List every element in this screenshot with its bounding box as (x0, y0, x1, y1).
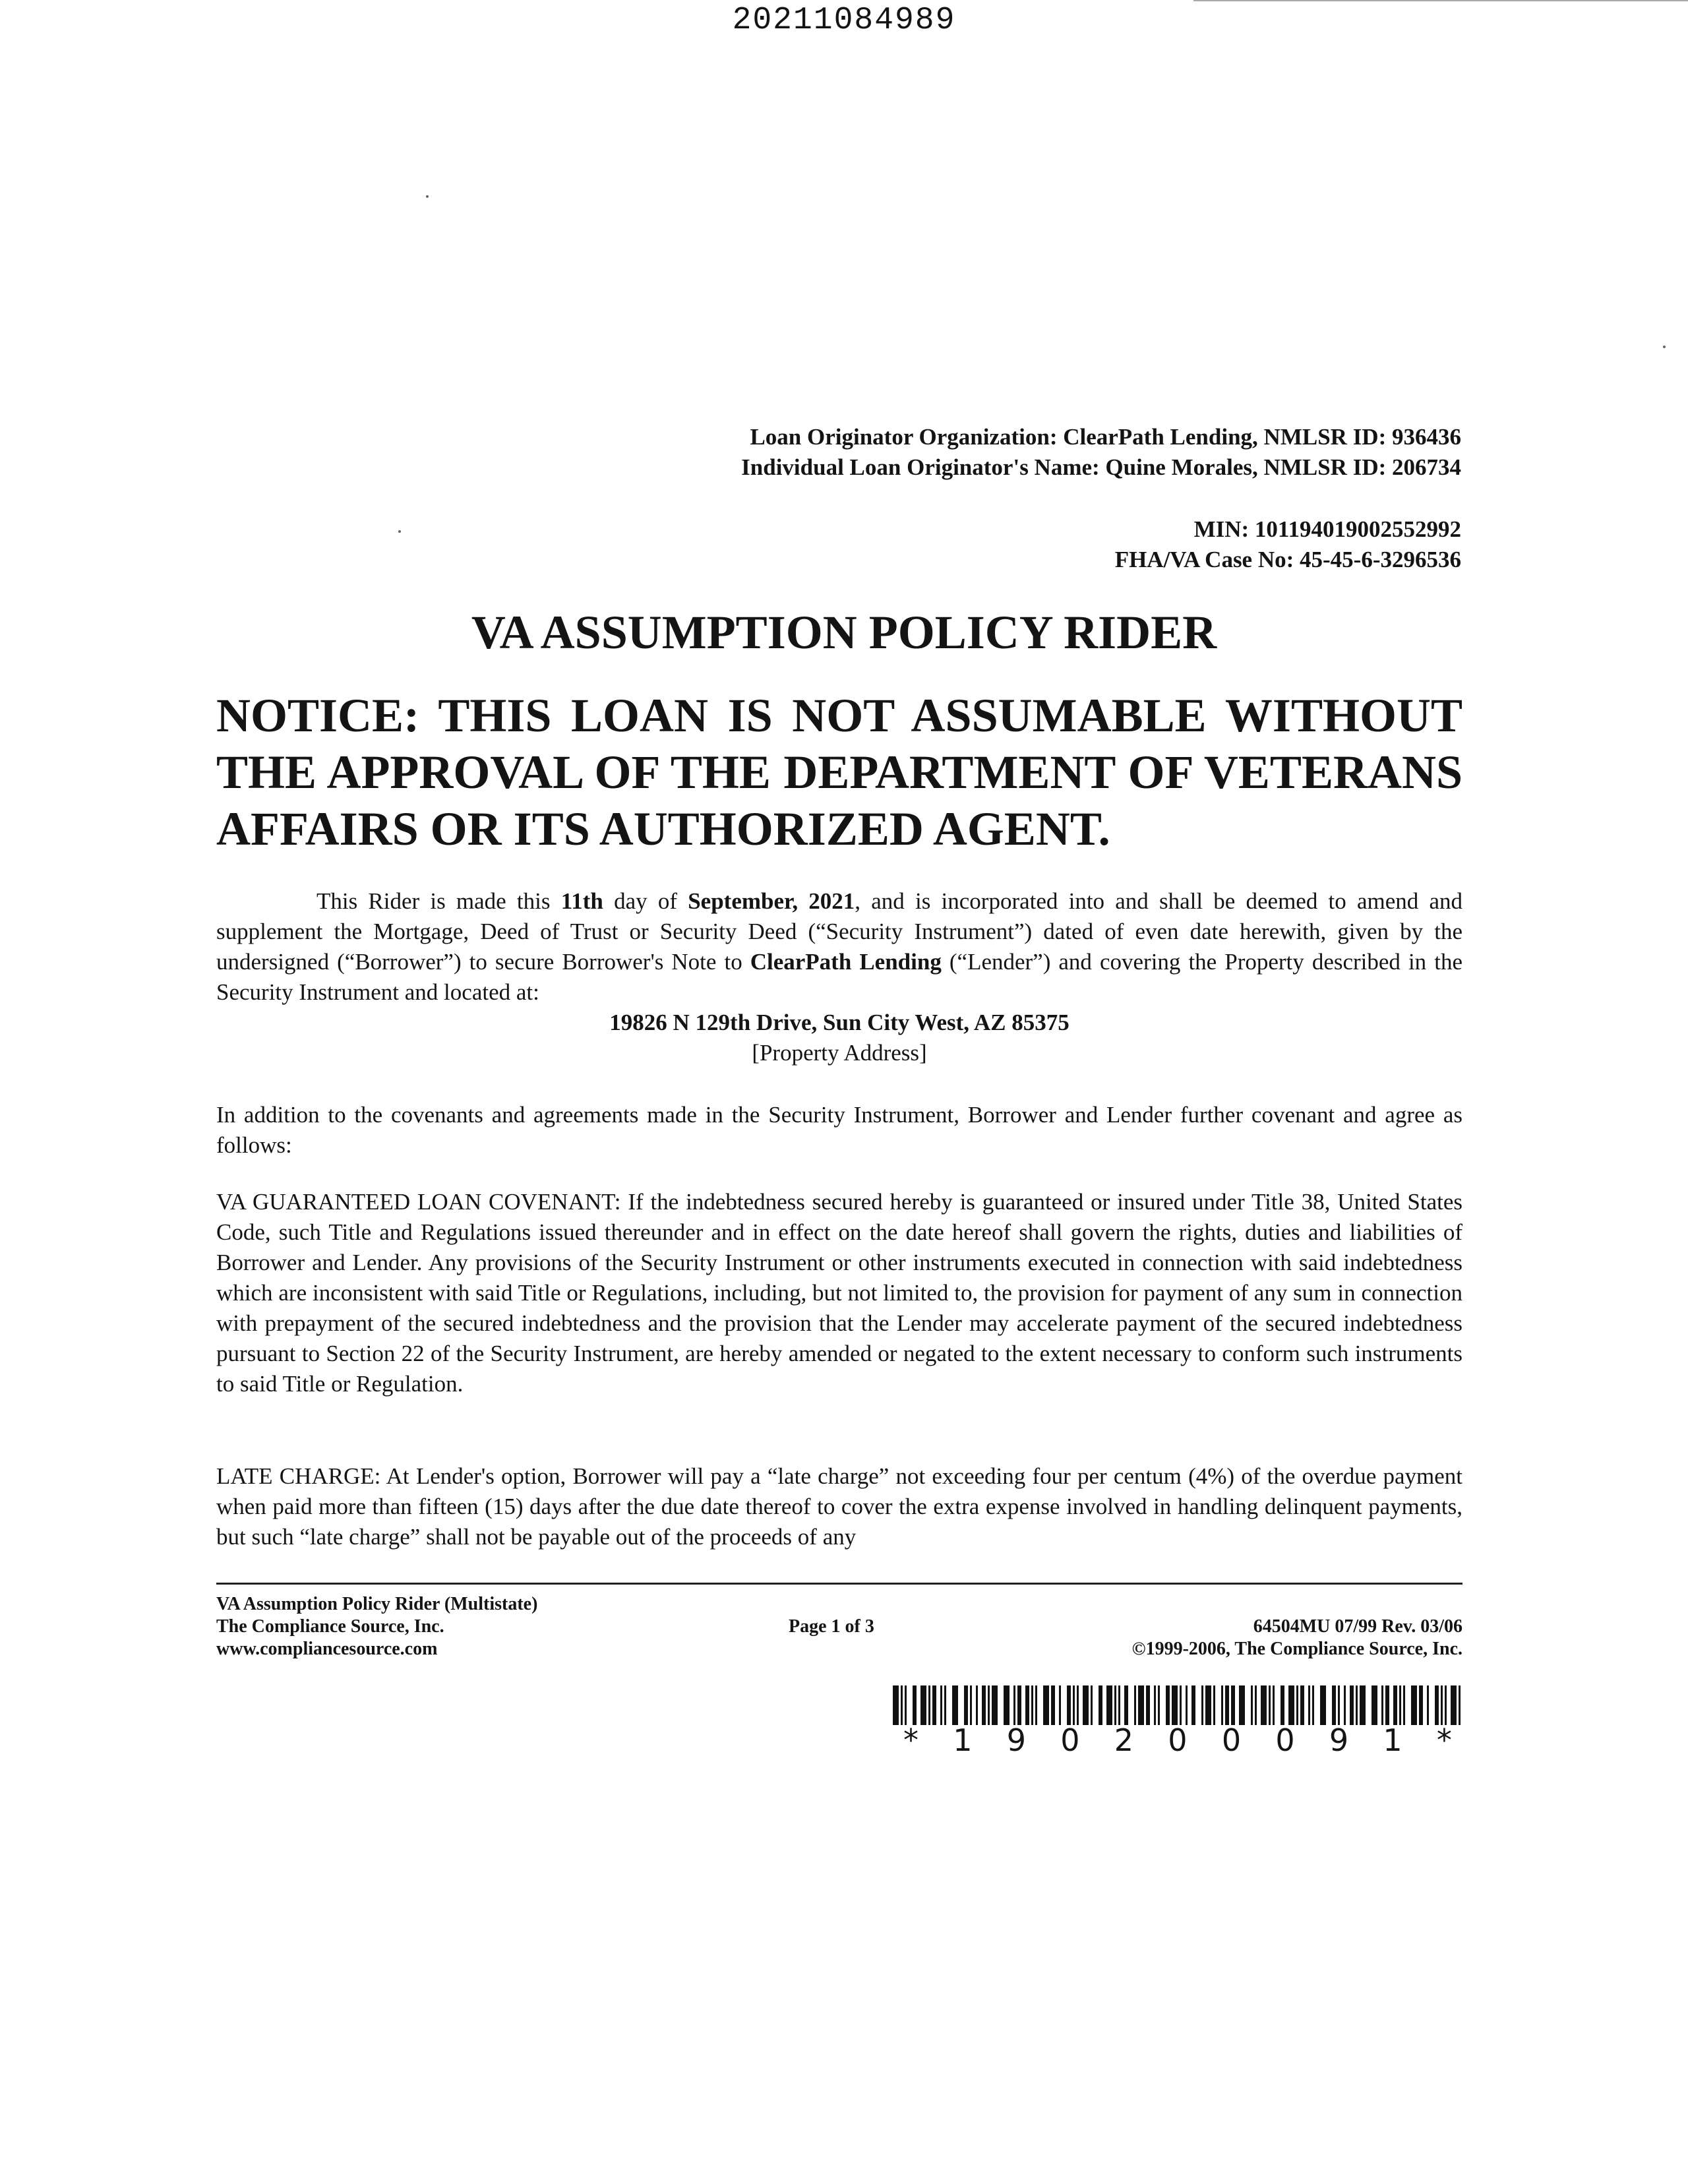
property-address-label: [Property Address] (752, 1040, 927, 1066)
footer-right (1132, 1593, 1462, 1660)
footer-rule (216, 1583, 1462, 1585)
barcode-image (893, 1685, 1462, 1725)
scan-speck (398, 530, 401, 533)
footer-center (789, 1593, 874, 1638)
late-charge-paragraph: LATE CHARGE: At Lender's option, Borrower will pay a “late charge” not exceeding four per centum (4%) of the overdue payment when paid more than fifteen (15) days after the due date thereof to cover the extra expense involved in handling delinquent payments, but such “late charge” shall not be payable out of the proceeds of any (216, 1463, 1462, 1550)
individual-originator: Individual Loan Originator's Name: Quine Morales, NMLSR ID: 206734 (741, 454, 1461, 480)
scan-speck (1663, 346, 1666, 348)
barcode-digit: 0 (1060, 1722, 1080, 1758)
intro-text-3: , and is incorporated into and shall be deemed to amend and supplement the Mortgage, Deed of Trust or Security Deed (“Security Instrument”) dated of even date herewith, given by the undersigned (“Borrower”) to secure Borrower's Note to (216, 888, 1462, 975)
lender-name: ClearPath Lending (750, 949, 942, 975)
intro-text-1: This Rider is made this (316, 888, 561, 914)
notice-heading: NOTICE: THIS LOAN IS NOT ASSUMABLE WITHOUT THE APPROVAL OF THE DEPARTMENT OF VETERANS AFFAIRS OR ITS AUTHORIZED AGENT. (216, 689, 1462, 855)
barcode-digit: 9 (1329, 1722, 1349, 1758)
barcode-digit: 0 (1275, 1722, 1295, 1758)
top-edge-rule (1193, 0, 1688, 1)
document-number: 20211084989 (732, 3, 956, 38)
min-number: MIN: 101194019002552992 (1193, 516, 1461, 542)
barcode-digit: * (1436, 1722, 1452, 1758)
barcode-digit: 2 (1114, 1722, 1134, 1758)
intro-paragraph (216, 886, 1462, 1008)
page-number: Page 1 of 3 (789, 1616, 874, 1637)
scan-speck (426, 195, 429, 198)
form-number: 64504MU 07/99 Rev. 03/06 (1253, 1616, 1462, 1637)
intro-text-2: day of (603, 888, 688, 914)
barcode-digit: 1 (1383, 1722, 1402, 1758)
property-address (216, 1008, 1462, 1038)
property-address-value: 19826 N 129th Drive, Sun City West, AZ 85375 (609, 1010, 1070, 1035)
va-guaranteed-loan-covenant: VA GUARANTEED LOAN COVENANT: If the indebtedness secured hereby is guaranteed or insured under Title 38, United States Code, such Title and Regulations issued thereunder and in effect on the date hereof shall govern the rights, duties and liabilities of Borrower and Lender. Any provisions of the Security Instrument or other instruments executed in connection with said indebtedness which are inconsistent with said Title or Regulations, including, but not limited to, the provision for payment of any sum in connection with prepayment of the secured indebtedness and the provision that the Lender may accelerate payment of the secured indebtedness pursuant to Section 22 of the Security Instrument, are hereby amended or negated to the extent necessary to conform such instruments to said Title or Regulation. (216, 1189, 1462, 1397)
barcode-digit: 9 (1006, 1722, 1027, 1758)
copyright: ©1999-2006, The Compliance Source, Inc. (1131, 1639, 1462, 1659)
intro-text-4: (“Lender”) and covering the Property described in the Security Instrument and located at: (216, 949, 1462, 1005)
barcode-digit: 1 (953, 1722, 973, 1758)
covenants-intro: In addition to the covenants and agreements made in the Security Instrument, Borrower and Lender further covenant and agree as follows: (216, 1102, 1462, 1158)
originator-organization: Loan Originator Organization: ClearPath Lending, NMLSR ID: 936436 (750, 424, 1461, 450)
barcode-digit: 0 (1221, 1722, 1242, 1758)
barcode-digits (893, 1722, 1462, 1758)
document-title: VA ASSUMPTION POLICY RIDER (471, 606, 1217, 659)
form-name: VA Assumption Policy Rider (Multistate) (216, 1594, 538, 1614)
rider-date: September, 2021 (688, 888, 855, 914)
case-number: FHA/VA Case No: 45-45-6-3296536 (1114, 547, 1461, 572)
rider-intro (216, 886, 1462, 1068)
barcode-digit: 0 (1168, 1722, 1188, 1758)
website: www.compliancesource.com (216, 1639, 438, 1659)
rider-day: 11th (560, 888, 603, 914)
barcode-digit: * (903, 1722, 919, 1758)
publisher: The Compliance Source, Inc. (216, 1616, 444, 1637)
originator-block (741, 422, 1461, 483)
identifier-block (1115, 514, 1461, 575)
footer-left (216, 1593, 537, 1660)
